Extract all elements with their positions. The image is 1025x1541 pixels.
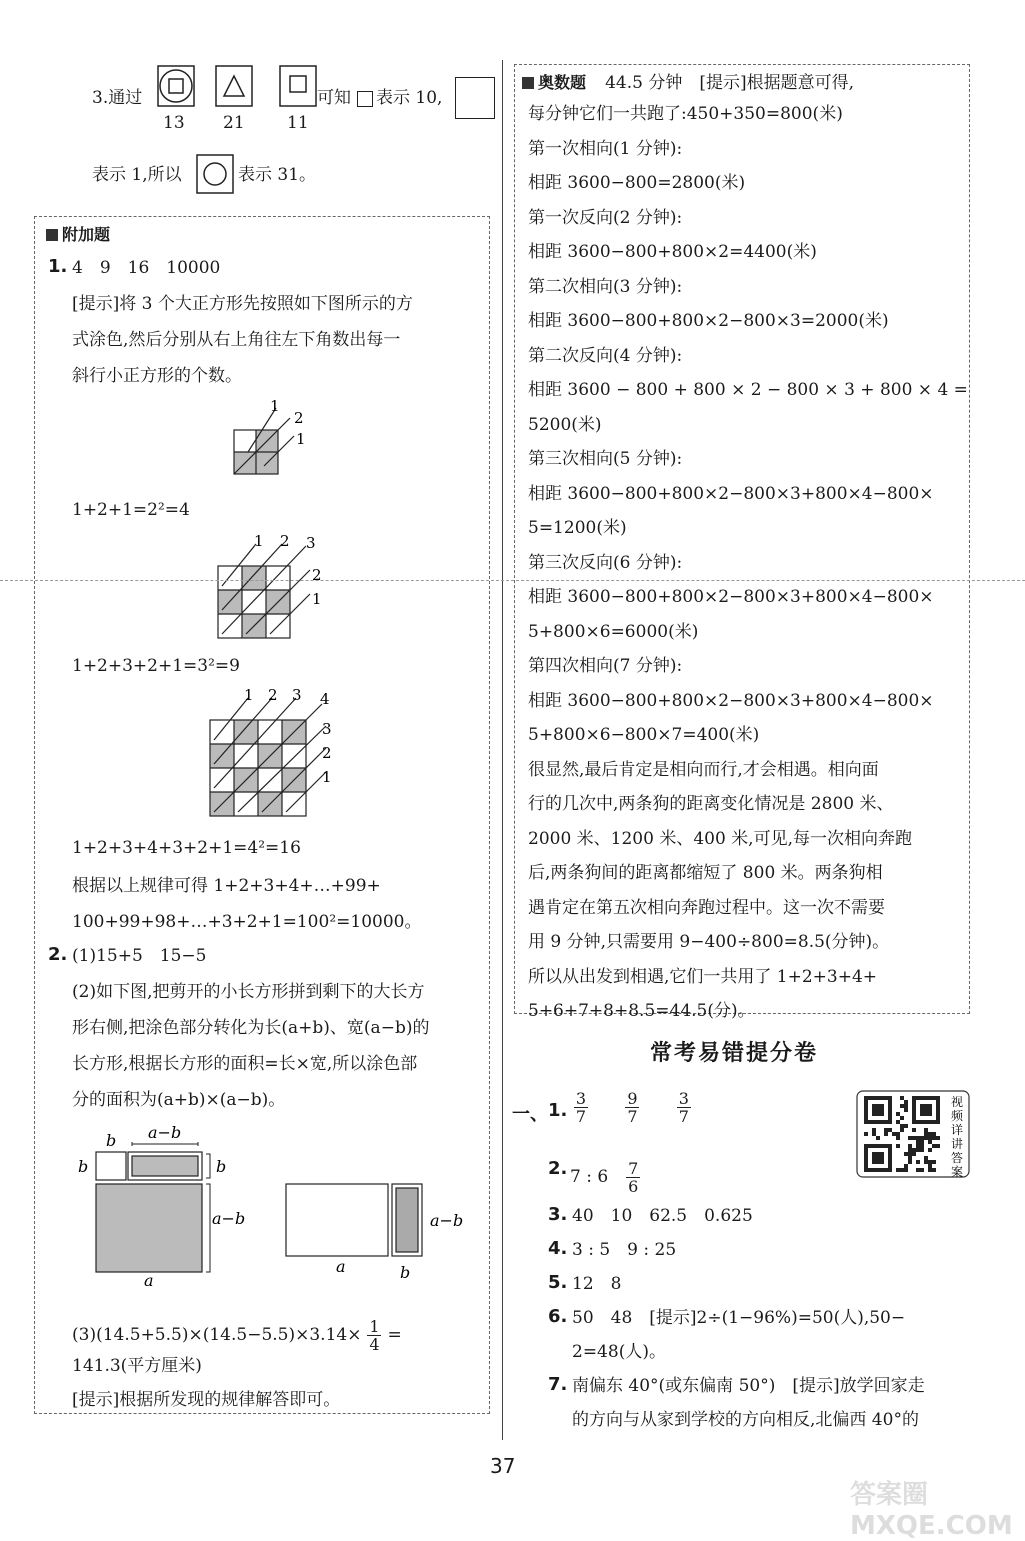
square-card-icon — [280, 66, 316, 106]
grid4-label-4: 4 — [320, 690, 330, 708]
header-square-icon — [46, 229, 58, 241]
grid4-label-2: 2 — [268, 686, 278, 704]
mistakes-q7-num: 7. — [548, 1374, 568, 1395]
extra-q2-hint: [提示]根据所发现的规律解答即可。 — [72, 1390, 341, 1410]
mistakes-q6-text2: 2=48(人)。 — [572, 1342, 666, 1362]
page-number: 37 — [490, 1454, 516, 1478]
extra-eq1: 1+2+1=2²=4 — [72, 500, 190, 520]
mistakes-title: 常考易错提分卷 — [650, 1041, 819, 1066]
grid2-label-2: 2 — [294, 409, 304, 427]
grid4-label-5: 3 — [322, 720, 332, 738]
fig-label-amb-top: a−b — [148, 1123, 182, 1142]
q3-mid: 可知 — [317, 88, 351, 108]
qr-label-4: 讲 — [951, 1137, 964, 1151]
olympiad-line-3: 相距 3600−800=2800(米) — [528, 173, 746, 193]
extra-q1-hint-2: 式涂色,然后分别从右上角往左下角数出每一 — [72, 330, 401, 350]
grid4-label-3: 3 — [292, 686, 302, 704]
mistakes-q1-num: 1. — [548, 1100, 568, 1121]
olympiad-line-15: 相距 3600−800+800×2−800×3+800×4−800× — [528, 587, 934, 607]
olympiad-line-23: 后,两条狗间的距离都缩短了 800 米。两条狗相 — [528, 863, 883, 883]
olympiad-line-27: 5+6+7+8+8.5=44.5(分)。 — [528, 1001, 755, 1021]
olympiad-line-2: 第一次相向(1 分钟): — [528, 138, 683, 159]
olympiad-line-22: 2000 米、1200 米、400 米,可见,每一次相向奔跑 — [528, 828, 912, 849]
extra-q2-3: (3)(14.5+5.5)×(14.5−5.5)×3.14× $\frac{1}{4}$ = — [72, 1317, 402, 1354]
mistakes-q4-num: 4. — [548, 1238, 568, 1259]
fraction-9-7: $\frac{9}{7}$ — [627, 1089, 638, 1126]
extra-q2-2-l2: 形右侧,把涂色部分转化为长(a+b)、宽(a−b)的 — [72, 1018, 430, 1038]
grid3-label-1: 1 — [254, 532, 264, 550]
qr-label-1: 视 — [951, 1095, 964, 1109]
olympiad-line-21: 行的几次中,两条狗的距离变化情况是 2800 米、 — [528, 794, 894, 814]
q3-line2a: 表示 1,所以 — [92, 165, 182, 185]
extra-q1-hint-3: 斜行小正方形的个数。 — [72, 366, 242, 386]
fig-label-amb-far: a−b — [430, 1211, 464, 1230]
mistakes-q6-num: 6. — [548, 1306, 568, 1327]
extra-conclusion-1: 根据以上规律可得 1+2+3+4+…+99+ — [72, 876, 381, 896]
qr-label-2: 频 — [951, 1109, 964, 1123]
extra-q1-answer: 4 9 16 10000 — [72, 258, 221, 278]
fig-label-b-right: b — [216, 1157, 227, 1176]
mistakes-q6-text: 50 48 [提示]2÷(1−96%)=50(人),50− — [572, 1308, 906, 1328]
mistakes-section: 一、 — [512, 1104, 548, 1125]
extra-q1-num: 1. — [48, 256, 68, 277]
empty-card-icon — [455, 77, 495, 119]
fraction-7-6: $\frac{7}{6}$ — [628, 1159, 639, 1196]
qr-code-icon — [856, 1090, 972, 1180]
fraction-one-quarter: $\frac{1}{4}$ — [369, 1317, 380, 1354]
extra-eq3: 1+2+3+4+3+2+1=4²=16 — [72, 838, 301, 858]
olympiad-line-10: 5200(米) — [528, 414, 602, 435]
fraction-3-7-a: $\frac{3}{7}$ — [575, 1089, 587, 1126]
column-divider — [502, 60, 503, 1440]
fig-label-b-top: b — [106, 1131, 117, 1150]
grid4-label-7: 1 — [322, 768, 332, 786]
olympiad-line-19: 5+800×6−800×7=400(米) — [528, 725, 760, 745]
grid3-label-5: 1 — [312, 590, 322, 608]
olympiad-line-5: 相距 3600−800+800×2=4400(米) — [528, 242, 817, 262]
mistakes-q4-text: 3 : 5 9 : 25 — [572, 1240, 677, 1260]
triangle-card-icon — [216, 66, 252, 106]
q3-prefix: 3.通过 — [92, 88, 143, 108]
fig-label-a-right: a — [336, 1257, 346, 1276]
olympiad-line-9: 相距 3600 − 800 + 800 × 2 − 800 × 3 + 800 × 4 = — [528, 380, 968, 400]
header-square-icon-2 — [522, 77, 534, 89]
olympiad-line-26: 所以从出发到相遇,它们一共用了 1+2+3+4+ — [528, 966, 878, 987]
olympiad-line-8: 第二次反向(4 分钟): — [528, 345, 683, 366]
grid-4x4-figure — [204, 682, 344, 822]
fig-label-b-far: b — [400, 1263, 411, 1282]
olympiad-line-24: 遇肯定在第五次相向奔跑过程中。这一次不需要 — [528, 897, 885, 918]
q3-num-3: 11 — [287, 113, 309, 133]
extra-q2-2-l1: (2)如下图,把剪开的小长方形拼到剩下的大长方 — [72, 982, 425, 1002]
extra-q1-hint-1: [提示]将 3 个大正方形先按照如下图所示的方 — [72, 294, 413, 314]
extra-q2-2-l3: 长方形,根据长方形的面积=长×宽,所以涂色部 — [72, 1054, 418, 1074]
mistakes-q5-text: 12 8 — [572, 1274, 622, 1294]
watermark: 答案圈 MXQE.COM — [850, 1480, 1013, 1541]
olympiad-line-17: 第四次相向(7 分钟): — [528, 656, 683, 676]
mistakes-q7-text: 南偏东 40°(或东偏南 50°) [提示]放学回家走 — [572, 1376, 925, 1396]
extra-q2-1: (1)15+5 15−5 — [72, 946, 207, 966]
grid4-label-1: 1 — [244, 686, 254, 704]
olympiad-line-7: 相距 3600−800+800×2−800×3=2000(米) — [528, 311, 889, 331]
olympiad-line-4: 第一次反向(2 分钟): — [528, 207, 683, 228]
qr-label-6: 案 — [951, 1165, 964, 1179]
fold-line — [0, 580, 1025, 581]
mistakes-q2-row: 7 : 6 $\frac{7}{6}$ — [570, 1159, 639, 1196]
mistakes-q1-fracs — [568, 1090, 697, 1125]
mistakes-q7-text2: 的方向与从家到学校的方向相反,北偏西 40°的 — [572, 1410, 919, 1430]
olympiad-line-13: 5=1200(米) — [528, 518, 627, 538]
olympiad-line-0: 44.5 分钟 [提示]根据题意可得, — [605, 73, 855, 93]
extra-title: 附加题 — [46, 222, 110, 245]
mistakes-q5-num: 5. — [548, 1272, 568, 1293]
extra-q2-2-l4: 分的面积为(a+b)×(a−b)。 — [72, 1090, 286, 1110]
fig-label-b-left: b — [78, 1157, 89, 1176]
circle-card-icon-2 — [196, 154, 236, 196]
mistakes-q3-num: 3. — [548, 1204, 568, 1225]
qr-label-5: 答 — [951, 1151, 964, 1165]
olympiad-line-1: 每分钟它们一共跑了:450+350=800(米) — [528, 104, 843, 124]
olympiad-line-18: 相距 3600−800+800×2−800×3+800×4−800× — [528, 690, 934, 711]
olympiad-line-14: 第三次反向(6 分钟): — [528, 552, 683, 573]
olympiad-line-6: 第二次相向(3 分钟): — [528, 276, 683, 297]
fig-label-a-bottom: a — [144, 1271, 154, 1288]
grid3-label-3: 3 — [306, 534, 316, 552]
q3-mid2: 表示 10, — [376, 88, 443, 108]
small-square-icon — [357, 91, 373, 107]
olympiad-line-25: 用 9 分钟,只需要用 9−400÷800=8.5(分钟)。 — [528, 932, 890, 952]
grid2-label-1: 1 — [270, 397, 280, 415]
olympiad-line-12: 相距 3600−800+800×2−800×3+800×4−800× — [528, 483, 934, 504]
grid4-label-6: 2 — [322, 744, 332, 762]
qr-label-3: 详 — [951, 1123, 964, 1137]
fraction-3-7-b: $\frac{3}{7}$ — [678, 1089, 689, 1126]
circle-card-icon — [158, 66, 194, 106]
mistakes-q2-num: 2. — [548, 1158, 568, 1179]
extra-conclusion-2: 100+99+98+…+3+2+1=100²=10000。 — [72, 912, 422, 932]
fig-label-amb-right: a−b — [212, 1209, 246, 1228]
grid3-label-4: 2 — [312, 566, 322, 584]
q3-num-1: 13 — [163, 113, 185, 133]
q3-line2b: 表示 31。 — [238, 165, 317, 185]
extra-q2-num: 2. — [48, 944, 68, 965]
olympiad-header: 奥数题 44.5 分钟 [提示]根据题意可得, — [522, 70, 854, 93]
grid2-label-3: 1 — [296, 430, 306, 448]
q3-num-2: 21 — [223, 113, 245, 133]
olympiad-line-11: 第三次相向(5 分钟): — [528, 449, 683, 469]
extra-q2-3-result: 141.3(平方厘米) — [72, 1356, 202, 1376]
mistakes-q3-text: 40 10 62.5 0.625 — [572, 1206, 753, 1226]
extra-eq2: 1+2+3+2+1=3²=9 — [72, 656, 240, 676]
rectangle-transform-figure — [70, 1118, 470, 1288]
grid-2x2-figure — [228, 396, 318, 486]
grid3-label-2: 2 — [280, 532, 290, 550]
olympiad-line-16: 5+800×6=6000(米) — [528, 621, 699, 642]
olympiad-line-20: 很显然,最后肯定是相向而行,才会相遇。相向面 — [528, 759, 879, 780]
grid-3x3-figure — [212, 528, 332, 644]
